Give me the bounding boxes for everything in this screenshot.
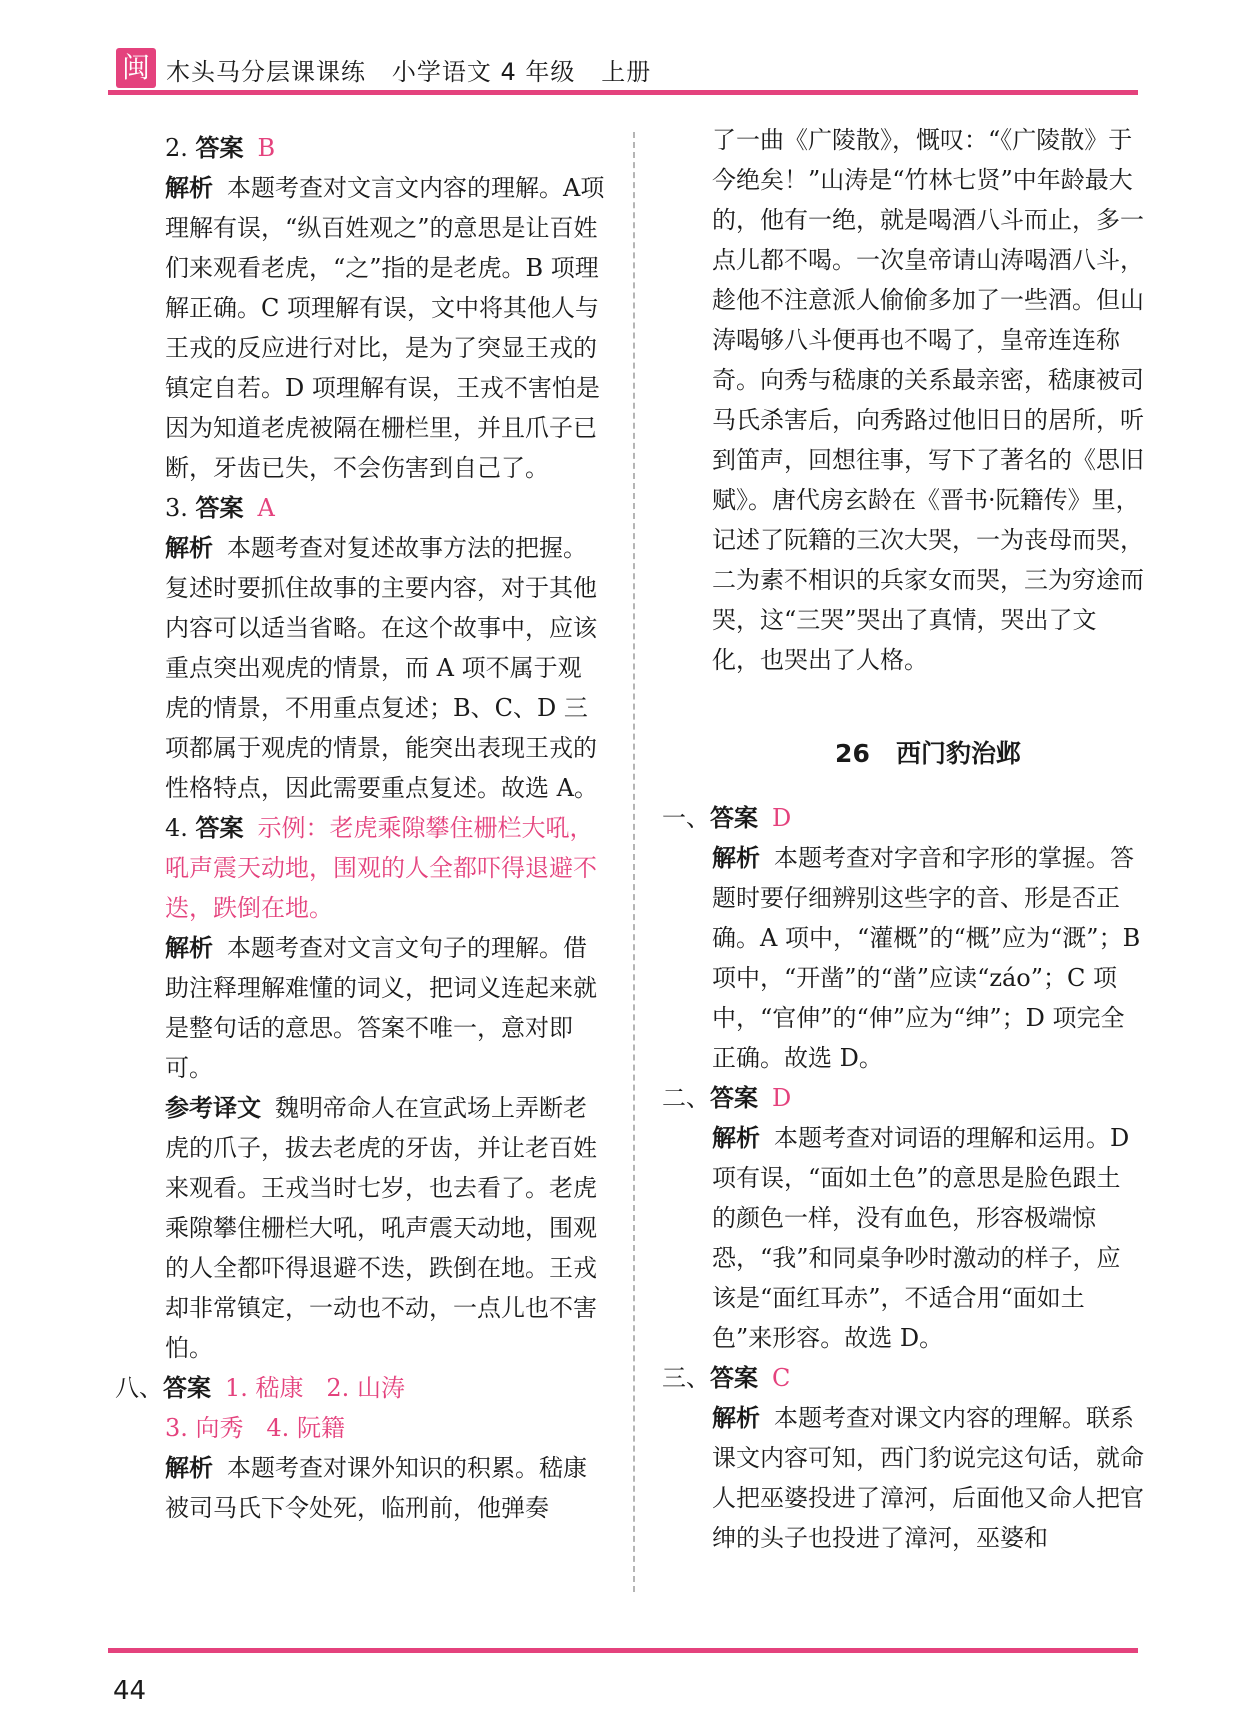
- answer-line: [165, 808, 605, 928]
- answer-block-4: [165, 808, 605, 1368]
- analysis-label: 解析: [712, 844, 760, 872]
- analysis-text: 本题考查对字音和字形的掌握。答题时要仔细辨别这些字的音、形是否正确。A 项中，“灌概”的“概”应为“溉”；B 项中，“开凿”的“凿”应读“záo”；C 项中，“官伸”的“伸”应为“绅”；D 项完全正确。故选 D。: [712, 844, 1141, 1072]
- answer-value: C: [772, 1364, 791, 1392]
- continued-analysis-text: 了一曲《广陵散》，慨叹：“《广陵散》于今绝矣！”山涛是“竹林七贤”中年龄最大的，他有一绝，就是喝酒八斗而止，多一点儿都不喝。一次皇帝请山涛喝酒八斗，趁他不注意派人偷偷多加了一些酒。但山涛喝够八斗便再也不喝了，皇帝连连称奇。向秀与嵇康的关系最亲密，嵇康被司马氏杀害后，向秀路过他旧日的居所，听到笛声，回想往事，写下了著名的《思旧赋》。唐代房玄龄在《晋书·阮籍传》里，记述了阮籍的三次大哭，一为丧母而哭，二为素不相识的兵家女而哭，三为穷途而哭，这“三哭”哭出了真情，哭出了文化，也哭出了人格。: [712, 126, 1144, 674]
- analysis-text: 本题考查对词语的理解和运用。D项有误，“面如土色”的意思是脸色跟土的颜色一样，没有血色，形容极端惊恐，“我”和同桌争吵时激动的样子，应该是“面红耳赤”，不适合用“面如土色”来形容。故选 D。: [712, 1124, 1130, 1352]
- analysis-label: 解析: [712, 1124, 760, 1152]
- answer-line: [165, 488, 605, 528]
- answer-value: B: [257, 134, 276, 162]
- answer-line: [662, 798, 1144, 838]
- answer-label: 答案: [195, 494, 244, 522]
- answer-value: D: [772, 1084, 792, 1112]
- lesson-title: 26 西门豹治邺: [835, 739, 1021, 768]
- question-number: 4.: [165, 814, 188, 842]
- answer-block-3: [165, 488, 605, 808]
- column-divider: [633, 132, 635, 1592]
- analysis-paragraph: [165, 168, 605, 488]
- answer-block-s1: [662, 798, 1144, 1078]
- left-column: [115, 128, 605, 1528]
- page-header: [108, 48, 1138, 96]
- analysis-label: 解析: [165, 174, 213, 202]
- region-logo: 闽: [116, 48, 156, 88]
- analysis-paragraph: [165, 528, 605, 808]
- footer-rule: [108, 1648, 1138, 1653]
- analysis-label: 解析: [165, 534, 213, 562]
- translation-text: 魏明帝命人在宣武场上弄断老虎的爪子，拔去老虎的牙齿，并让老百姓来观看。王戎当时七岁，也去看了。老虎乘隙攀住栅栏大吼，吼声震天动地，围观的人全都吓得退避不迭，跌倒在地。王戎却非常镇定，一动也不动，一点儿也不害怕。: [165, 1094, 597, 1362]
- answer-value: A: [257, 494, 275, 522]
- answer-value: 示例：老虎乘隙攀住栅栏大吼，吼声震天动地，围观的人全都吓得退避不迭，跌倒在地。: [165, 814, 597, 922]
- answer-line: [115, 1368, 605, 1408]
- answer-line: [165, 128, 605, 168]
- answer-block-8: [115, 1368, 605, 1528]
- answer-block-s3: [662, 1358, 1144, 1558]
- analysis-label: 解析: [712, 1404, 760, 1432]
- question-number: 2.: [165, 134, 188, 162]
- answer-block-s2: [662, 1078, 1144, 1358]
- page-number: 44: [113, 1676, 147, 1706]
- answer-label: 答案: [163, 1374, 211, 1402]
- book-title: 木头马分层课课练 小学语文 4 年级 上册: [166, 58, 652, 86]
- answer-line: [662, 1358, 1144, 1398]
- section-number: 八、: [115, 1374, 163, 1402]
- analysis-label: 解析: [165, 934, 213, 962]
- analysis-text: 本题考查对文言文内容的理解。A项理解有误，“纵百姓观之”的意思是让百姓们来观看老虎，“之”指的是老虎。B 项理解正确。C 项理解有误，文中将其他人与王戎的反应进行对比，是为了突显王戎的镇定自若。D 项理解有误，王戎不害怕是因为知道老虎被隔在栅栏里，并且爪子已断，牙齿已失，不会伤害到自己了。: [165, 174, 605, 482]
- section-number: 一、: [662, 804, 710, 832]
- section-number: 三、: [662, 1364, 710, 1392]
- answer-label: 答案: [195, 134, 244, 162]
- analysis-text: 本题考查对文言文句子的理解。借助注释理解难懂的词义，把词义连起来就是整句话的意思。答案不唯一，意对即可。: [165, 934, 597, 1082]
- question-number: 3.: [165, 494, 188, 522]
- answer-label: 答案: [710, 804, 758, 832]
- analysis-text: 本题考查对课外知识的积累。嵇康被司马氏下令处死，临刑前，他弹奏: [165, 1454, 587, 1522]
- right-column: [662, 126, 1144, 1558]
- analysis-text: 本题考查对复述故事方法的把握。复述时要抓住故事的主要内容，对于其他内容可以适当省略。在这个故事中，应该重点突出观虎的情景，而 A 项不属于观虎的情景，不用重点复述；B、C、D 三项都属于观虎的情景，能突出表现王戎的性格特点，因此需要重点复述。故选 A。: [165, 534, 598, 802]
- answer-value: D: [772, 804, 792, 832]
- analysis-paragraph: [165, 928, 605, 1088]
- answer-value-line2: 3. 向秀 4. 阮籍: [165, 1414, 345, 1442]
- translation-paragraph: [165, 1088, 605, 1368]
- section-number: 二、: [662, 1084, 710, 1112]
- answer-line: [662, 1078, 1144, 1118]
- analysis-label: 解析: [165, 1454, 213, 1482]
- answer-label: 答案: [710, 1364, 758, 1392]
- answer-label: 答案: [195, 814, 244, 842]
- analysis-paragraph: [712, 1398, 1144, 1558]
- analysis-paragraph: [712, 838, 1144, 1078]
- answer-value-line1: 1. 嵇康 2. 山涛: [225, 1374, 405, 1402]
- translation-label: 参考译文: [165, 1094, 261, 1122]
- answer-label: 答案: [710, 1084, 758, 1112]
- analysis-paragraph: [712, 1118, 1144, 1358]
- header-rule: [108, 90, 1138, 95]
- analysis-text: 本题考查对课文内容的理解。联系课文内容可知，西门豹说完这句话，就命人把巫婆投进了漳河，后面他又命人把官绅的头子也投进了漳河，巫婆和: [712, 1404, 1144, 1552]
- analysis-paragraph: [165, 1448, 605, 1528]
- answer-block-2: [165, 128, 605, 488]
